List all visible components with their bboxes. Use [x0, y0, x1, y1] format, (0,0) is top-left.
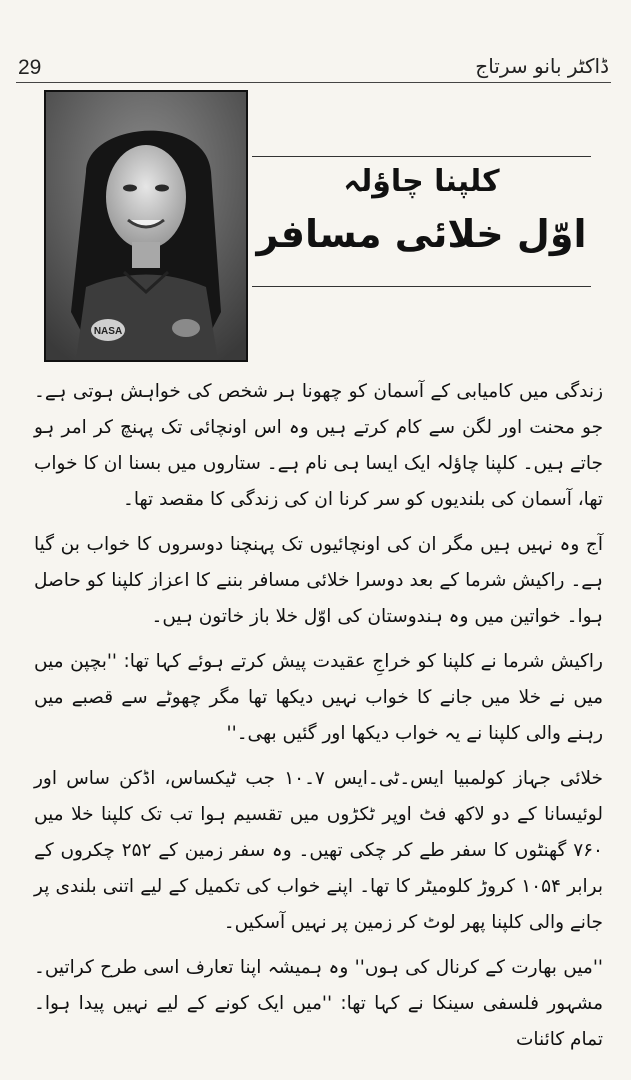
- header-rule: [16, 82, 611, 83]
- portrait-illustration: [46, 92, 246, 360]
- paragraph: زندگی میں کامیابی کے آسمان کو چھونا ہر شخص کی خواہش ہوتی ہے۔ جو محنت اور لگن سے کام کرتے ہیں وہ اس اونچائی تک پہنچ کر امر ہو جاتے ہیں۔ کلپنا چاؤلہ ایک ایسا ہی نام ہے۔ ستاروں میں بسنا ان کا خواب تھا، آسمان کی بلندیوں کو سر کرنا ان کی زندگی کا مقصد تھا۔: [34, 381, 603, 510]
- title-rule-top: [252, 156, 591, 157]
- article-title-block: [252, 150, 591, 290]
- paragraph: خلائی جہاز کولمبیا ایس۔ٹی۔ایس ۷۔۱۰ جب ٹیکساس، اڈکن ساس اور لوئیسانا کے دو لاکھ فٹ اوپر ٹکڑوں میں تقسیم ہوا تب تک کلپنا خلا میں ۷۶۰ گھنٹوں کا سفر طے کر چکی تھیں۔ وہ سفر زمین کے ۲۵۲ چکروں کے برابر ۱۰۵۴ کروڑ کلومیٹر کا تھا۔ اپنے خواب کی تکمیل کے لیے اتنی بلندی پر جانے والی کلپنا پھر لوٹ کر زمین پر نہیں آسکیں۔: [34, 768, 603, 933]
- title-rule-bottom: [252, 286, 591, 287]
- running-header-author: ڈاکٹر بانو سرتاج: [475, 54, 609, 78]
- page-number: 29: [18, 56, 42, 79]
- article-title: کلپنا چاؤلہ: [343, 164, 500, 199]
- paragraph: راکیش شرما نے کلپنا کو خراجِ عقیدت پیش کرتے ہوئے کہا تھا: ''بچپن میں میں نے خلا میں جانے کا خواب نہیں دیکھا تھا مگر چھوٹے سے قصبے میں رہنے والی کلپنا نے یہ خواب دیکھا اور گئیں بھی۔'': [34, 651, 603, 744]
- article-subtitle: اوّل خلائی مسافر: [256, 212, 587, 256]
- article-body: [34, 374, 603, 1067]
- paragraph: آج وہ نہیں ہیں مگر ان کی اونچائیوں تک پہنچنا دوسروں کا خواب بن گیا ہے۔ راکیش شرما کے بعد دوسرا خلائی مسافر بننے کا اعزاز کلپنا کو حاصل ہوا۔ خواتین میں وہ ہندوستان کی اوّل خلا باز خاتون ہیں۔: [34, 534, 603, 627]
- portrait-photo: [44, 90, 248, 362]
- paragraph: ''میں بھارت کے کرنال کی ہوں'' وہ ہمیشہ اپنا تعارف اسی طرح کراتیں۔ مشہور فلسفی سینکا نے کہا تھا: ''میں ایک کونے کے لیے نہیں پیدا ہوا۔ تمام کائنات: [34, 957, 603, 1050]
- nasa-badge: NASA: [93, 326, 123, 337]
